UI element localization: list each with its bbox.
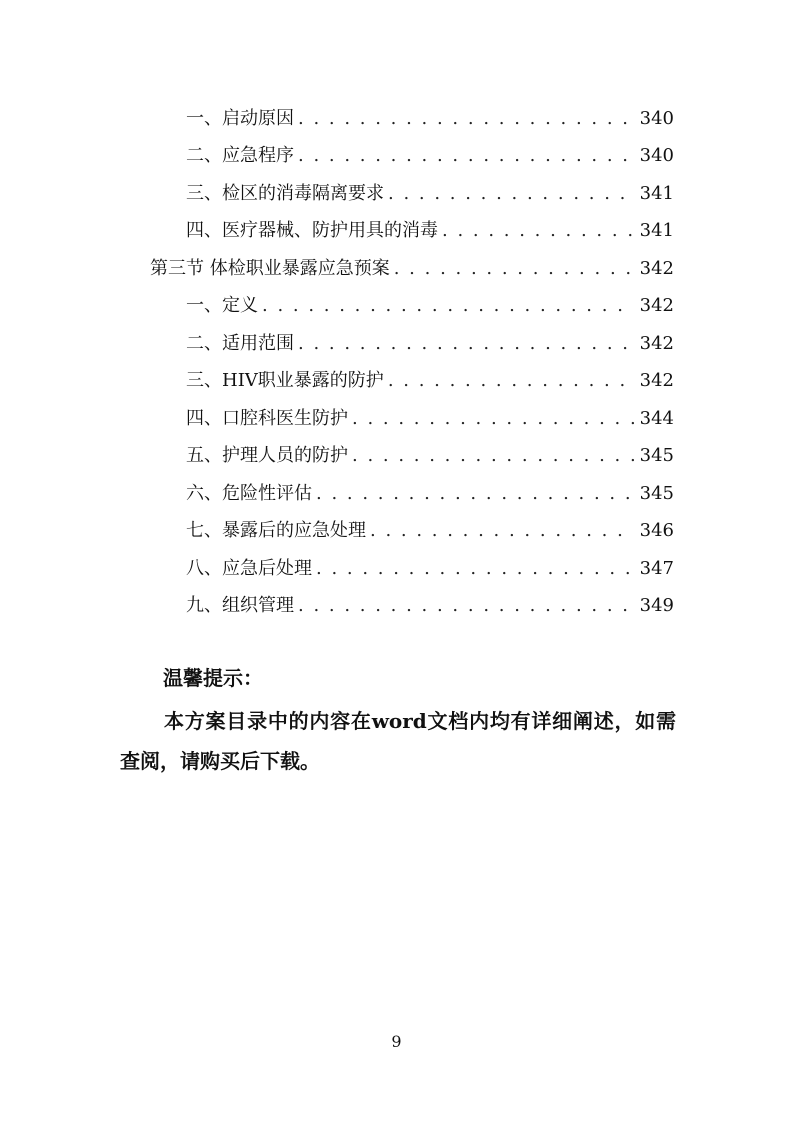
toc-entry[interactable]: [186, 479, 674, 509]
toc-entry-title: 一、定义: [186, 295, 258, 316]
toc-entry-page: 340: [639, 145, 674, 166]
toc-entry-page: 345: [639, 483, 674, 504]
toc-entry-page: 344: [639, 408, 674, 429]
notice-body: 本方案目录中的内容在word文档内均有详细阐述，如需查阅，请购买后下载。: [120, 709, 676, 773]
dot-leader: [316, 479, 634, 509]
toc-entry[interactable]: [186, 329, 674, 359]
toc-entry-title: 二、应急程序: [186, 145, 294, 166]
toc-entry-page: 342: [639, 258, 674, 279]
toc-entry[interactable]: [186, 404, 674, 434]
toc-entry[interactable]: [186, 554, 674, 584]
toc-entry-title: 第三节 体检职业暴露应急预案: [150, 258, 390, 279]
dot-leader: [352, 441, 634, 471]
toc-entry-title: 五、护理人员的防护: [186, 445, 348, 466]
toc-entry[interactable]: [186, 179, 674, 209]
dot-leader: [298, 591, 634, 621]
dot-leader: [388, 179, 634, 209]
toc-entry-title: 二、适用范围: [186, 333, 294, 354]
toc-entry-page: 340: [639, 108, 674, 129]
toc-entry-page: 341: [639, 220, 674, 241]
toc-entry[interactable]: [186, 104, 674, 134]
toc-section-entry[interactable]: [150, 254, 674, 284]
toc-entry-title: 八、应急后处理: [186, 558, 312, 579]
dot-leader: [388, 366, 634, 396]
toc-entry-title: 一、启动原因: [186, 108, 294, 129]
toc-entry-title: 三、HIV职业暴露的防护: [186, 370, 384, 391]
toc-entry[interactable]: [186, 591, 674, 621]
dot-leader: [394, 254, 634, 284]
dot-leader: [298, 141, 634, 171]
toc-entry-title: 四、医疗器械、防护用具的消毒: [186, 220, 438, 241]
notice-heading: 温馨提示：: [163, 666, 263, 690]
toc-entry-page: 347: [639, 558, 674, 579]
dot-leader: [442, 216, 634, 246]
toc-entry-page: 342: [639, 295, 674, 316]
dot-leader: [298, 104, 634, 134]
toc-entry-title: 六、危险性评估: [186, 483, 312, 504]
dot-leader: [316, 554, 634, 584]
toc-entry[interactable]: [186, 141, 674, 171]
dot-leader: [370, 516, 634, 546]
toc-entry[interactable]: [186, 366, 674, 396]
toc-entry-title: 九、组织管理: [186, 595, 294, 616]
toc-entry-title: 三、检区的消毒隔离要求: [186, 183, 384, 204]
toc-entry-page: 349: [639, 595, 674, 616]
dot-leader: [298, 329, 634, 359]
toc-entry-page: 342: [639, 370, 674, 391]
toc-entry[interactable]: [186, 216, 674, 246]
toc-entry-title: 七、暴露后的应急处理: [186, 520, 366, 541]
toc-entry-page: 346: [639, 520, 674, 541]
toc-entry-title: 四、口腔科医生防护: [186, 408, 348, 429]
page-number: 9: [391, 1032, 402, 1051]
toc-entry-page: 342: [639, 333, 674, 354]
toc-entry[interactable]: [186, 516, 674, 546]
dot-leader: [262, 291, 634, 321]
toc-entry[interactable]: [186, 441, 674, 471]
dot-leader: [352, 404, 634, 434]
toc-entry-page: 341: [639, 183, 674, 204]
toc-entry[interactable]: [186, 291, 674, 321]
toc-entry-page: 345: [639, 445, 674, 466]
